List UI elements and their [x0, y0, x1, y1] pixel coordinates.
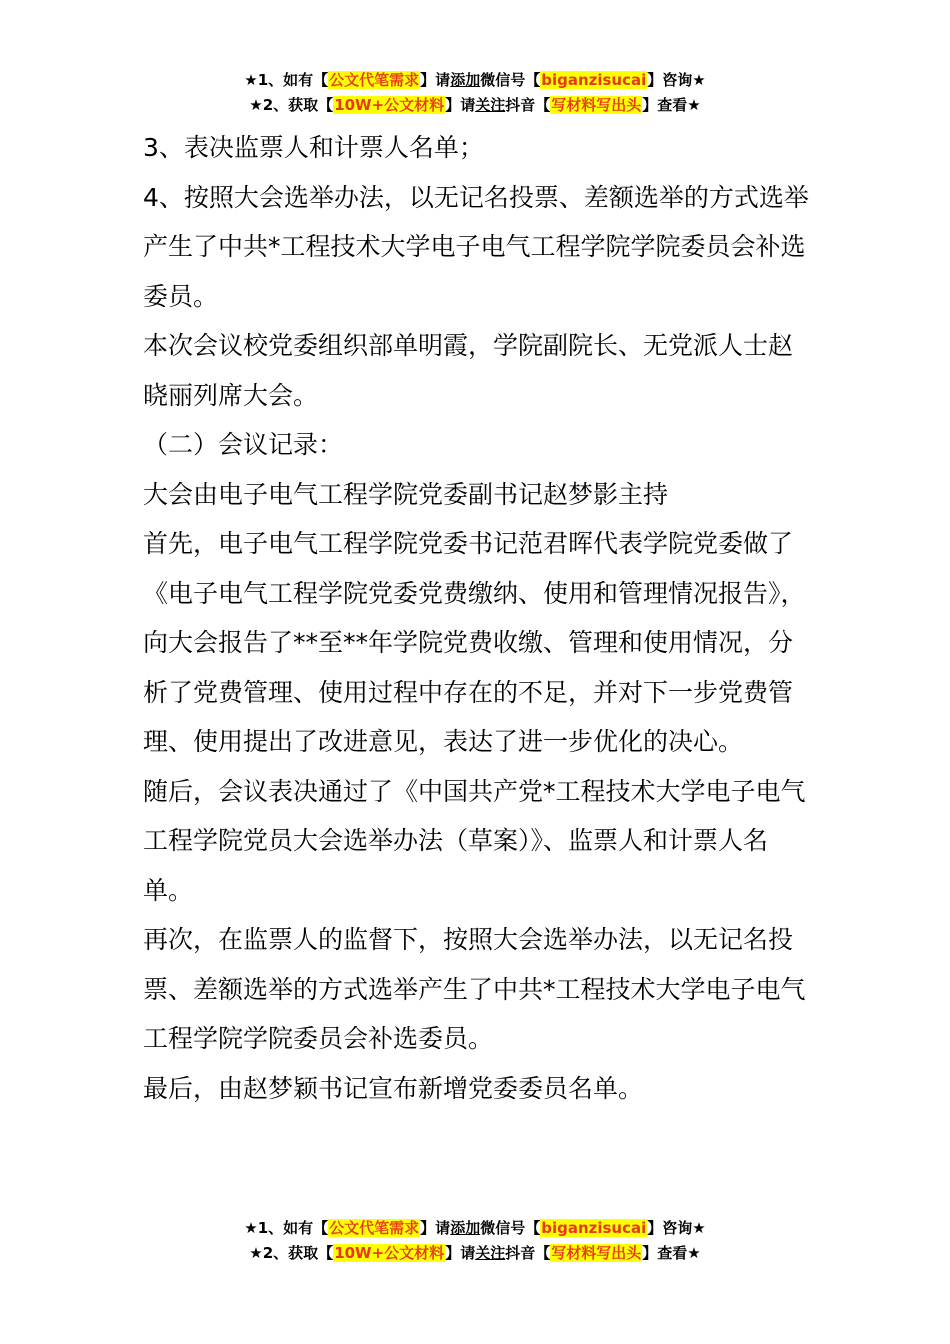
paragraph: 再次，在监票人的监督下，按照大会选举办法，以无记名投票、差额选举的方式选举产生了中共*工程技术大学电子电气工程学院学院委员会补选委员。 — [143, 925, 806, 1053]
banner-text: ★2、获取【 — [249, 96, 334, 114]
banner-text: ★1、如有【 — [244, 71, 329, 89]
highlight-wechat-id: biganzisucai — [541, 1219, 647, 1237]
highlight-materials: 10W+公文材料 — [334, 1244, 445, 1262]
banner-text: 】查看★ — [642, 96, 701, 114]
highlight-douyin-account: 写材料写出头 — [551, 96, 642, 114]
banner-text: ★2、获取【 — [249, 1244, 334, 1262]
banner-text: 】请 — [445, 1244, 476, 1262]
banner-text: 】请 — [420, 71, 451, 89]
banner-text: 】查看★ — [642, 1244, 701, 1262]
underlined-follow: 关注 — [475, 1244, 506, 1262]
paragraph: 本次会议校党委组织部单明霞，学院副院长、无党派人士赵晓丽列席大会。 — [143, 331, 794, 410]
paragraph: 随后，会议表决通过了《中国共产党*工程技术大学电子电气工程学院党员大会选举办法（草案）》、监票人和计票人名单。 — [143, 776, 806, 905]
banner-line-1 — [0, 68, 950, 93]
paragraph: 大会由电子电气工程学院党委副书记赵梦影主持 — [143, 479, 669, 509]
banner-text: 抖音【 — [505, 1244, 551, 1262]
paragraph: 4、按照大会选举办法，以无记名投票、差额选举的方式选举产生了中共*工程技术大学电子电气工程学院学院委员会补选委员。 — [143, 182, 809, 311]
header-banner — [0, 68, 950, 118]
banner-line-2 — [0, 1241, 950, 1266]
document-body — [143, 123, 815, 1113]
highlight-service: 公文代笔需求 — [329, 1219, 420, 1237]
highlight-wechat-id: biganzisucai — [541, 71, 647, 89]
banner-text: 】请 — [445, 96, 476, 114]
underlined-follow: 关注 — [475, 96, 506, 114]
footer-banner — [0, 1216, 950, 1266]
paragraph: 3、表决监票人和计票人名单； — [143, 133, 484, 162]
banner-line-1 — [0, 1216, 950, 1241]
section-heading: （二）会议记录： — [143, 430, 344, 459]
highlight-douyin-account: 写材料写出头 — [551, 1244, 642, 1262]
banner-text: 】请 — [420, 1219, 451, 1237]
banner-text: 】咨询★ — [647, 1219, 706, 1237]
banner-text: 微信号【 — [480, 71, 541, 89]
underlined-add: 添加 — [450, 71, 481, 89]
highlight-materials: 10W+公文材料 — [334, 96, 445, 114]
highlight-service: 公文代笔需求 — [329, 71, 420, 89]
underlined-add: 添加 — [450, 1219, 481, 1237]
banner-line-2 — [0, 93, 950, 118]
paragraph: 首先，电子电气工程学院党委书记范君晖代表学院党委做了《电子电气工程学院党委党费缴纳、使用和管理情况报告》，向大会报告了**至**年学院党费收缴、管理和使用情况，分析了党费管理、使用过程中存在的不足，并对下一步党费管理、使用提出了改进意见，表达了进一步优化的决心。 — [143, 529, 806, 756]
banner-text: ★1、如有【 — [244, 1219, 329, 1237]
banner-text: 微信号【 — [480, 1219, 541, 1237]
banner-text: 抖音【 — [505, 96, 551, 114]
paragraph: 最后，由赵梦颖书记宣布新增党委委员名单。 — [143, 1073, 644, 1103]
banner-text: 】咨询★ — [647, 71, 706, 89]
